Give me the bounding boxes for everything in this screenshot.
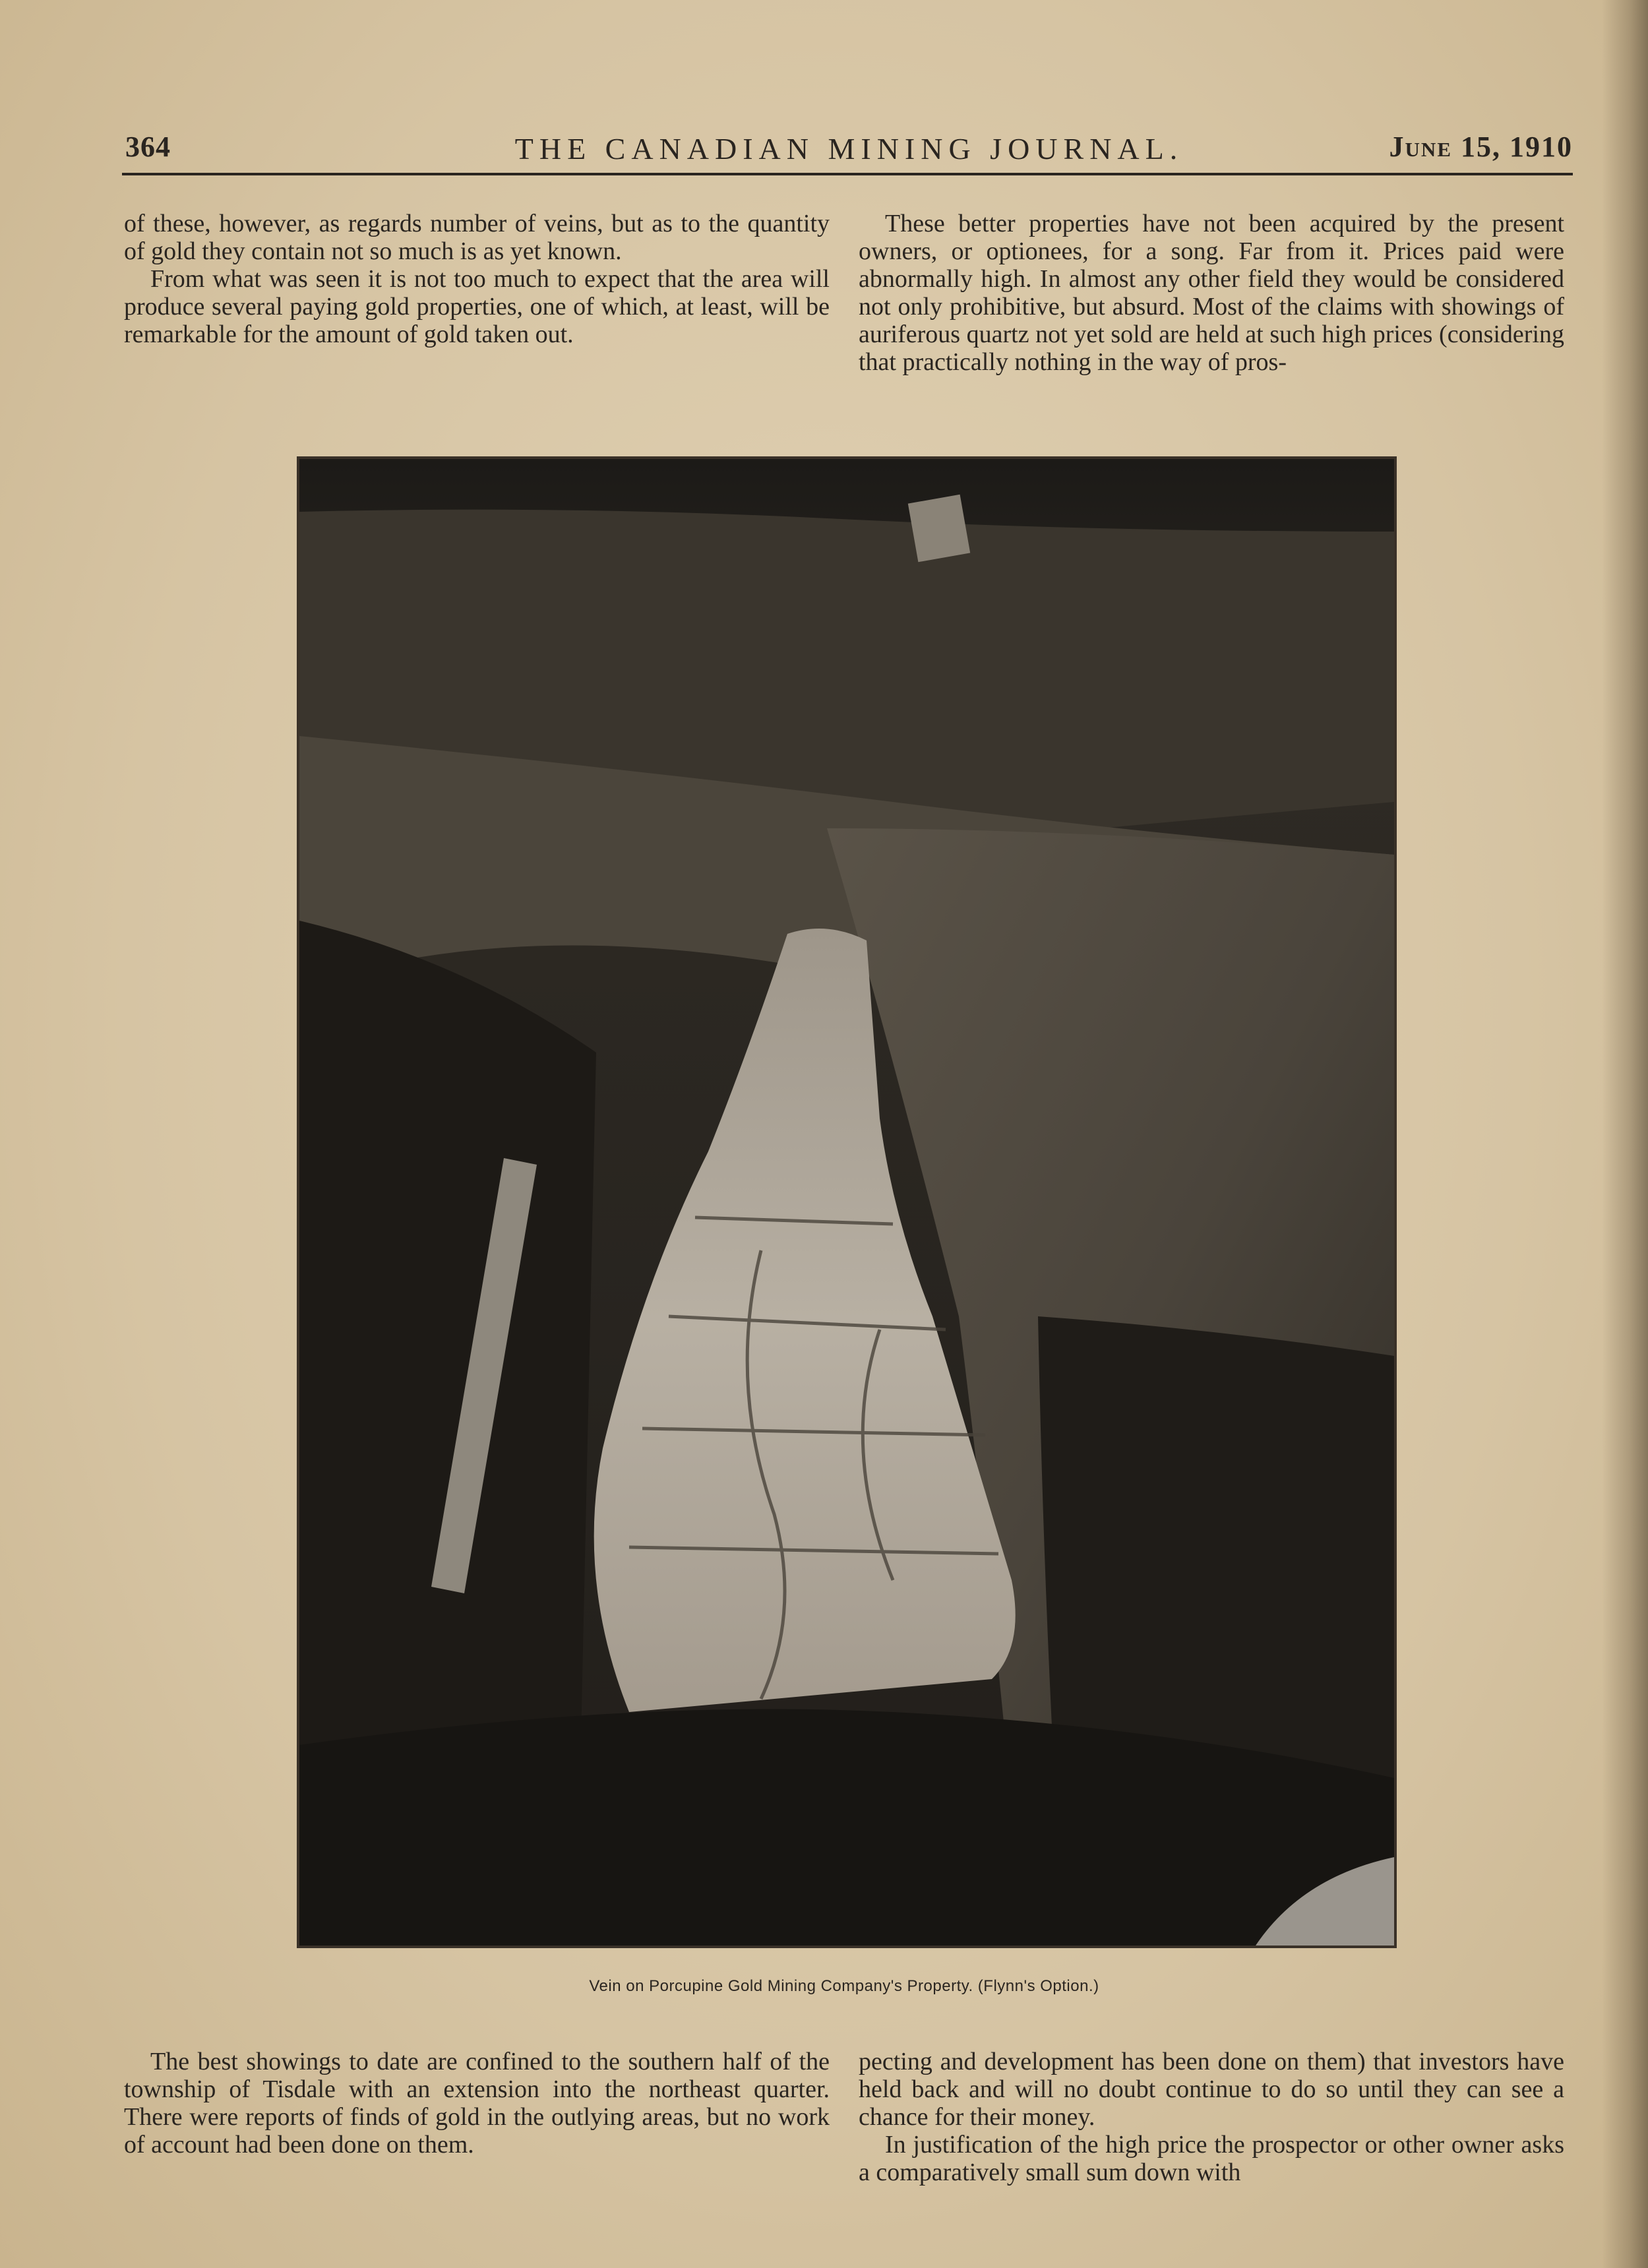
paragraph: pecting and development has been done on them) that investors have held back and will no doubt continue to do so until they can see a chance for their money. xyxy=(859,2048,1564,2131)
column-top-left xyxy=(124,210,830,348)
paragraph: The best showings to date are confined to the southern half of the township of Tisdale with an extension into the northeast quarter. There were reports of finds of gold in the outlying areas, but no work of account had been done on them. xyxy=(124,2048,830,2159)
page-edge-shadow xyxy=(1602,0,1648,2268)
paragraph: of these, however, as regards number of veins, but as to the quantity of gold they contain not so much is as yet known. xyxy=(124,210,830,265)
paragraph: From what was seen it is not too much to expect that the area will produce several paying gold properties, one of which, at least, will be remarkable for the amount of gold taken out. xyxy=(124,265,830,348)
page-number: 364 xyxy=(125,131,171,163)
paragraph: In justification of the high price the prospector or other owner asks a comparatively small sum down with xyxy=(859,2131,1564,2186)
header-rule xyxy=(122,173,1573,175)
page-header xyxy=(125,122,1573,175)
issue-date: June 15, 1910 xyxy=(1389,131,1573,163)
vein-photograph xyxy=(297,456,1397,1948)
figure-caption: Vein on Porcupine Gold Mining Company's Property. (Flynn's Option.) xyxy=(589,1977,1099,1995)
journal-title: THE CANADIAN MINING JOURNAL. xyxy=(514,132,1184,166)
column-bottom-left xyxy=(124,2048,830,2159)
column-top-right xyxy=(859,210,1564,376)
photo-illustration xyxy=(299,459,1394,1946)
paragraph: These better properties have not been acquired by the present owners, or optionees, for a song. Far from it. Prices paid were abnormally high. In almost any other field they would be considered not only prohibitive, but absurd. Most of the claims with showings of auriferous quartz not yet sold are held at such high prices (considering that practically nothing in the way of pros- xyxy=(859,210,1564,376)
column-bottom-right xyxy=(859,2048,1564,2186)
